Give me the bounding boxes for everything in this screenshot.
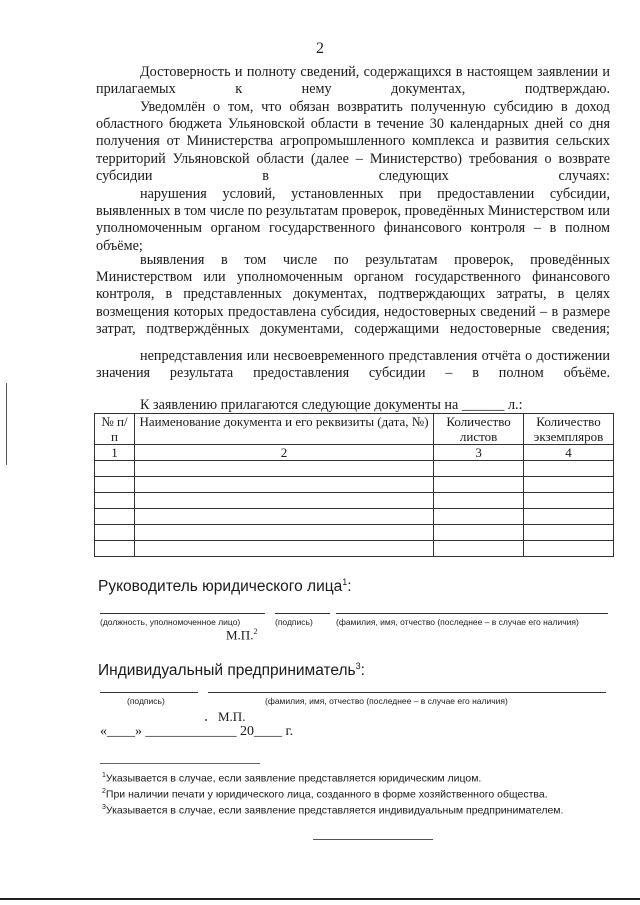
ie-name-line: [208, 692, 606, 693]
page-number: 2: [316, 40, 324, 57]
table-row: [95, 541, 614, 557]
paragraph-notification: Уведомлён о том, что обязан возвратить полученную субсидию в доход областного бюджета Ульяновской области в течение 30 календарных дней со дня получения от Министерства агропромышленного комплекса и развития сельских территорий Ульяновской области (далее – Министерство) требования о возврате субсидии в следующих случаях:: [96, 99, 610, 184]
ie-caption-name: (фамилия, имя, отчество (последнее – в случае его наличия): [265, 696, 508, 706]
attachments-line: К заявлению прилагаются следующие документы на ______ л.:: [140, 397, 523, 413]
ie-caption-signature: (подпись): [127, 696, 165, 706]
legal-head-title: Руководитель юридического лица$^1$:: [98, 577, 352, 596]
table-cell: 1: [95, 445, 135, 461]
table-row: [95, 493, 614, 509]
table-numbers-row: [95, 445, 614, 461]
table-cell: 2: [134, 445, 433, 461]
ie-stamp-label: М.П.: [218, 709, 246, 724]
page-bottom-edge: [0, 898, 640, 900]
footnote-3: $^3$Указывается в случае, если заявление представляется индивидуальным предпринимателем.: [102, 804, 564, 817]
header-document: Наименование документа и его реквизиты (дата, №): [134, 414, 433, 445]
attachments-table: [94, 413, 614, 557]
closing-line: [313, 839, 433, 840]
signature-line: [275, 613, 330, 614]
footnote-1: $^1$Указывается в случае, если заявление представляется юридическим лицом.: [102, 772, 482, 785]
caption-signature: (подпись): [275, 617, 313, 627]
table-row: [95, 525, 614, 541]
header-number: № п/п: [95, 414, 135, 445]
table-row: [95, 509, 614, 525]
header-sheets: Количество листов: [434, 414, 524, 445]
footnote-separator: [100, 763, 260, 764]
stamp-label: М.П.$^2$: [226, 627, 258, 643]
entrepreneur-title: Индивидуальный предприниматель$^3$:: [98, 661, 365, 680]
paragraph-case-false-data: выявления в том числе по результатам проверок, проведённых Министерством или уполномоченным органом государственного финансового контроля, в представленных документах, подтверждающих затраты, в целях возмещения которых предоставлена субсидия, недостоверных сведений – в размере затрат, подтверждённых документами, содержащими недостоверные сведения;: [96, 252, 610, 337]
caption-position: (должность, уполномоченное лицо): [100, 617, 241, 627]
date-line: «____» _____________ 20____ г.: [100, 724, 294, 739]
position-line: [100, 613, 265, 614]
paragraph-reliability: Достоверность и полноту сведений, содержащихся в настоящем заявлении и прилагаемых к нему документах, подтверждаю.: [96, 64, 610, 98]
ie-signature-line: [100, 692, 198, 693]
table-row: [95, 477, 614, 493]
table-cell: 4: [524, 445, 614, 461]
ink-dot: [205, 719, 207, 721]
table-row: [95, 461, 614, 477]
header-copies: Количество экземпляров: [524, 414, 614, 445]
name-line: [336, 613, 608, 614]
caption-name: (фамилия, имя, отчество (последнее – в случае его наличия): [336, 617, 579, 627]
paragraph-case-violation: нарушения условий, установленных при предоставлении субсидии, выявленных в том числе по результатам проверок, проведённых Министерством или уполномоченным органом государственного финансового контроля – в полном объёме;: [96, 186, 610, 254]
footnote-2: $^2$При наличии печати у юридического лица, созданного в форме хозяйственного общества.: [102, 788, 548, 801]
table-header-row: [95, 414, 614, 445]
paragraph-case-report: непредставления или несвоевременного представления отчёта о достижении значения результата предоставления субсидии – в полном объёме.: [96, 348, 610, 382]
margin-mark: [6, 383, 7, 465]
table-cell: 3: [434, 445, 524, 461]
